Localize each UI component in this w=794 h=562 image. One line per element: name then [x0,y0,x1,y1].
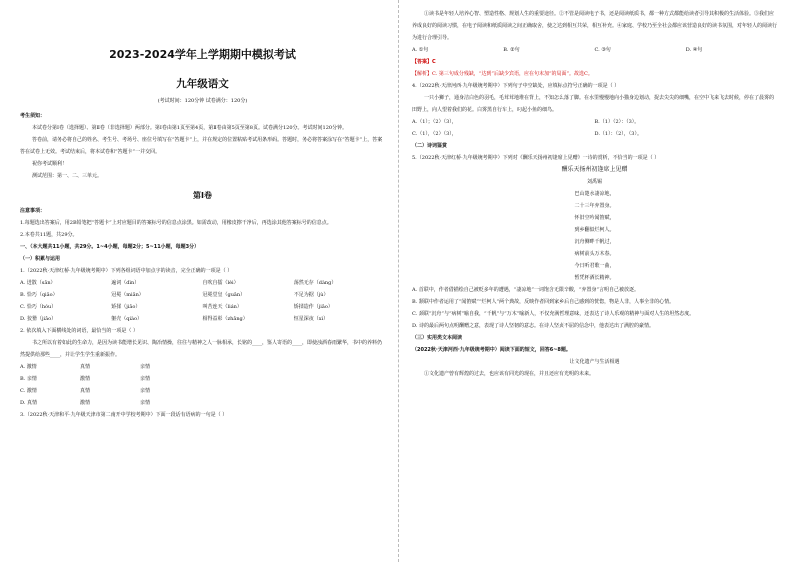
option: C. ③句 [594,47,611,53]
answer-label: 【答案】C [412,59,436,65]
reading-title: 让文化遗产与生活相遇 [569,359,620,365]
option: 亲情 [140,376,151,382]
option: 亲情 [140,400,151,406]
option: 真情 [80,388,91,394]
option: A. 激情 [20,364,37,370]
subsection-heading: （一）积累与运用 [20,256,61,262]
part-title: 第Ⅰ卷 [193,191,212,200]
question-3-options [412,44,777,56]
option: 亲情 [140,364,151,370]
poem-line: 沉舟侧畔千帆过， [574,239,615,245]
option: D. 狡猾（jiǎo） [20,316,57,322]
notice-paragraph: 本试卷分第Ⅰ卷（选择题）、第Ⅱ卷（非选择题）两部分。第Ⅰ卷由第1页至第4页，第Ⅱ卷由第5页至第8页。试卷满分120分。考试时间120分钟。 [32,125,348,131]
option: 遍词（dìn） [111,280,140,286]
subsection-heading: （二）诗词鉴赏 [412,143,448,149]
notice-heading: 考生须知： [20,113,46,119]
subsection-heading: （三）实用类文本阅读 [412,335,463,341]
option: 矫揉造作（jiāo） [293,304,333,310]
exam-title: 2023-2024学年上学期期中模拟考试 [109,48,296,61]
section-heading: 一、（本大题共11小题，共29分。1~4小题，每题2分；5~11小题，每题3分） [20,244,200,250]
column-divider [398,0,400,562]
option: 自吹自擂（lèi） [202,280,239,286]
question-1-options [20,277,385,325]
option: 冠冕堂皇（guān） [202,292,246,298]
poem-line: 怀旧空吟闻笛赋， [574,215,615,221]
option: B. 颔联中作者运用了“闻笛赋”“烂柯人”两个典故，反映作者回到家乡后自己感到的恍惚，物是人非，人事全非的心情。 [412,299,675,305]
option: 亲情 [140,388,151,394]
option: 叫苦连天（lián） [202,304,242,310]
option: 激情 [80,376,91,382]
poem-line: 巴山楚水凄凉地， [574,191,615,197]
option: C.（1），（2）（3）， [412,131,457,137]
notice-paragraph: 测试范围：第一、二、三单元。 [32,173,103,179]
option: 真情 [80,364,91,370]
option: 激情 [80,400,91,406]
poem-author: 刘禹锡 [586,179,602,185]
option: D. 真情 [20,400,38,406]
notice-paragraph: 祝你考试顺利！ [32,161,68,167]
option: B. 亲情 [20,376,37,382]
question-4-text: 一只小狮子，通身洁白色的羽毛，毛茸茸地堆在背上，不知怎么落了脚。在水里慢慢地向小猫身边划动，捉去尖尖的细嘴，在空中飞来飞去时候，停在了晨雾的田野上，向人望着我们的花。白雾黑自行车上，叼起小鱼的细鸟。 [412,95,775,113]
attention-item: 1.每题选出答案后，用2B铅笔把“答题卡”上对应题目的答案标号的信息点涂黑。如需改动，用橡皮擦干净后，再选涂其他答案标号的信息点。 [20,220,332,226]
attention-item: 2.本卷共11题，共29分。 [20,232,78,238]
question-4-options [412,116,777,140]
reading-intro: （2022秋·天津河西·九年级统考期中）阅读下面的短文，回答6~8题。 [412,347,571,353]
reading-paragraph: ①文化遗产曾有辉煌的过去，也应该有同光的现在，并且还应有光明的未来。 [424,371,595,377]
option: 矫揉（jiǎo） [111,304,141,310]
option: C. 激情 [20,388,37,394]
poem-title: 酬乐天扬州初逢席上见赠 [561,166,628,173]
option: D. 诗的最后两句点明酬赠之意，表现了诗人坚韧的意志。在诗人坚贞不屈的信念中，他表达出了满腔的豪情。 [412,323,655,329]
question-3-passage: ①读书是年轻人培养心智、塑造性格、规划人生的重要途径。②不管是阅读电子书，还是阅读纸质书，都一种方式都能给读者引导其积极的生活体验。③我们应养成良好的阅读习惯，在电子阅读和纸质阅读之间正确取舍，使之达到相互共荣，相互补充。④家庭、学校乃至全社会都应该营造良好的读书氛围，对年轻人的阅读行为进行合理引导。 [412,11,778,41]
question-4: 4.（2022秋·天津河西·九年级统考期中）下列句子中空缺处，应填标点符号正确的一项是（ ） [412,83,620,89]
option: 相得益彰（zhāng） [202,316,248,322]
option: 冠冕（miǎn） [111,292,144,298]
option: 不足为据（jù） [293,292,329,298]
option: C. 颈联“沉舟”与“病树”喻自我，“千帆”与“万木”喻新人，不仅充满哲理意味，还表达了诗人乐观的精神与面对人生的坦然态度。 [412,311,695,317]
right-column [412,8,777,380]
option: D. ④句 [685,47,703,53]
option: A.（1）；（2）（3）， [412,119,457,125]
option: B. 恰巧（qiǎo） [20,292,58,298]
attention-heading: 注意事项： [20,208,46,214]
option: D.（1）：（2），（3）。 [594,131,642,137]
question-1: 1.（2022秋·天津红桥·九年级统考期中）下列各组词语中加点字的读音，完全正确的一项是（ ） [20,268,233,274]
analysis-label: 【解析】C. 第三句成分残缺，“达到”后缺少宾语，应在句末加“的局面”。故选C。 [412,71,593,77]
option: 荡然无存（dàng） [293,280,337,286]
option: A. ①句 [412,47,429,53]
option: A. 首联中，作者借描绘自己被贬多年的遭遇，“凄凉地”一词饱含无限辛酸，“弃置身”言明自己被放逐。 [412,287,640,293]
question-5: 5.（2022秋·天津红桥·九年级统考期中）下列对《酬乐天扬州初逢席上见赠》一诗的赏析，不恰当的一项是（ ） [412,155,660,161]
question-2-options [20,361,385,409]
option: B.（1）（2）：（3）。 [594,119,640,125]
question-2: 2. 依次填入下面横线处的词语，最恰当的一项是（ ） [20,328,138,334]
option: A. 迸散（sǎn） [20,280,56,286]
option: 躯壳（qiào） [111,316,143,322]
question-3: 3.（2022秋·天津和平·九年级天津市第二南开中学校考期中）下面一段话有语病的一句是（ ） [20,412,228,418]
left-column [20,8,385,421]
option: 恒星深夜（xì） [293,316,329,322]
poem [412,164,777,284]
option: B. ②句 [503,47,520,53]
exam-info: (考试时间：120分钟 试卷满分：120分) [157,98,248,104]
poem-line: 今日听君歌一曲， [574,263,615,269]
notice-paragraph: 答卷前，请务必将自己的姓名、考生号、考场号、座位号填写在“答题卡”上，并在规定的位置粘贴考试用条形码。答题时，务必将答案涂写在“答题卡”上，答案答在试卷上无效。考试结束后，将本试卷和“答题卡”一并交回。 [20,137,383,155]
option: C. 恰巧（hóu） [20,304,57,310]
poem-line: 暂凭杯酒长精神。 [574,275,615,281]
poem-line: 病树前头万木春。 [574,251,615,257]
poem-line: 到乡翻似烂柯人。 [574,227,615,233]
question-2-text: 书之所以有着如此的生命力，是因为读书能增长见识、陶冶情操，往往与精神之人一脉相承，长铭的____，鉴人寄语的____，即使浊酒春雨繁华，书中的养料仍然提供给那些____，并让学生学生重新振作。 [20,340,383,358]
poem-line: 二十三年弃置身。 [574,203,615,209]
exam-subtitle: 九年级语文 [176,78,229,90]
